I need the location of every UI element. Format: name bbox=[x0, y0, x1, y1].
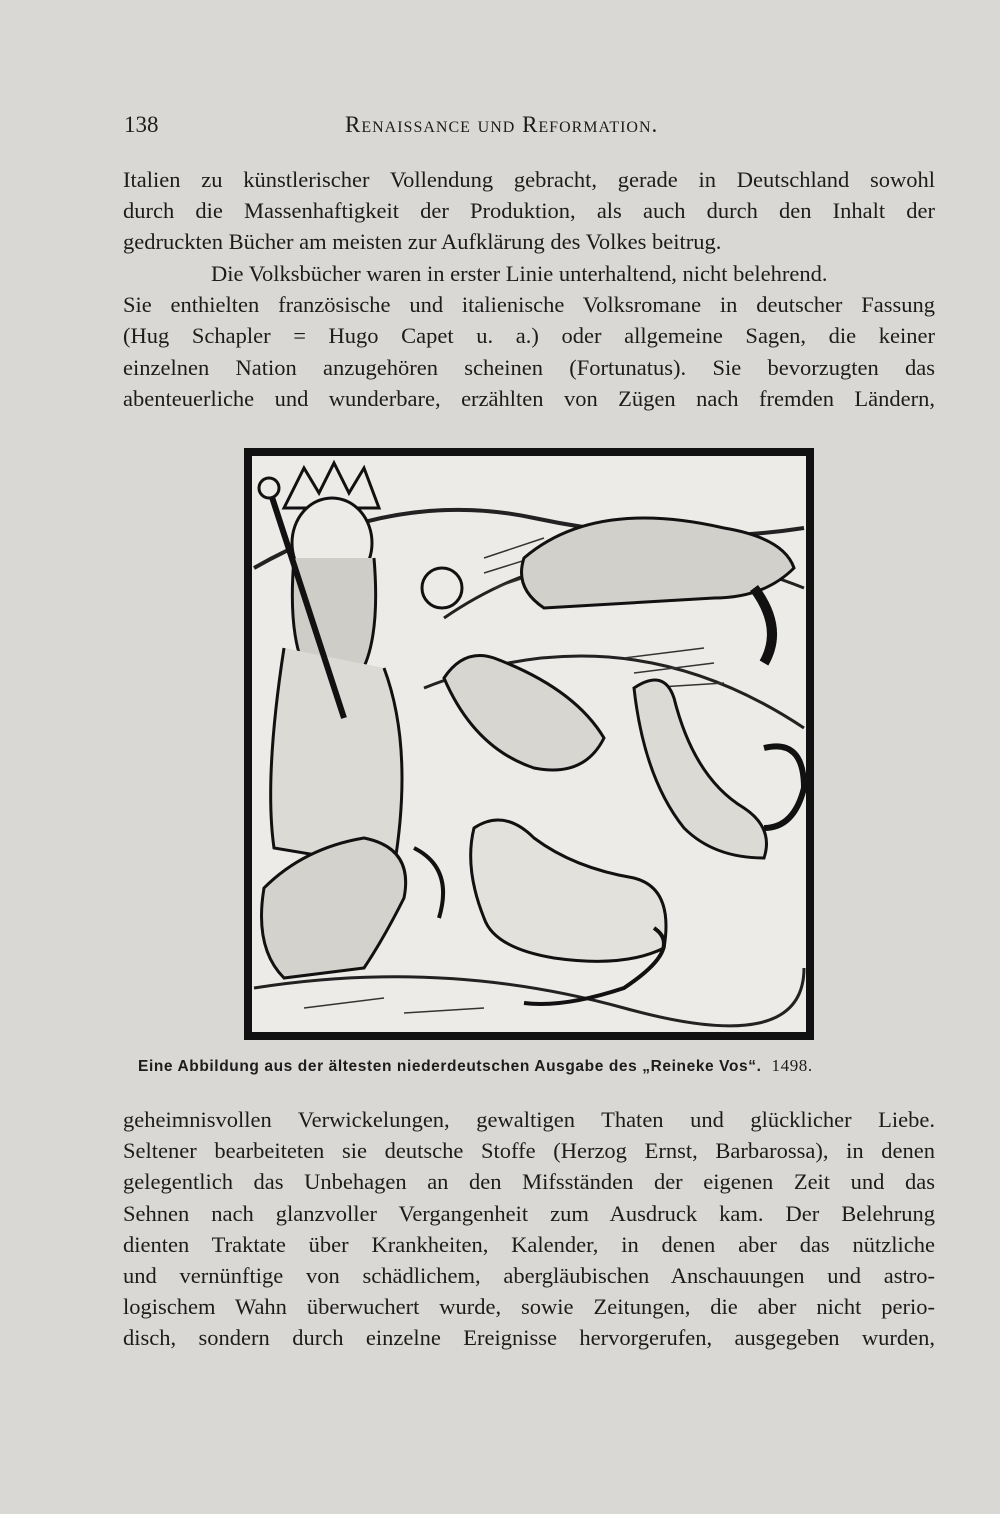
text-line: dienten Traktate über Krankheiten, Kalender, in denen aber das nützliche bbox=[123, 1231, 935, 1257]
text-line: durch die Massenhaftigkeit der Produktion, als auch durch den Inhalt der bbox=[123, 198, 935, 224]
text-line: Die Volksbücher waren in erster Linie unterhaltend, nicht belehrend. bbox=[211, 261, 828, 286]
text-line: gelegentlich das Unbehagen an den Mifsständen der eigenen Zeit und das bbox=[123, 1169, 935, 1195]
text-line: geheimnisvollen Verwickelungen, gewaltigen Thaten und glücklicher Liebe. bbox=[123, 1107, 935, 1132]
paragraph-2 bbox=[123, 258, 935, 414]
figure-caption bbox=[138, 1056, 918, 1076]
caption-text: Eine Abbildung aus der ältesten niederdeutschen Ausgabe des „Reineke Vos“. bbox=[138, 1058, 762, 1075]
text-line: abenteuerliche und wunderbare, erzählten von Zügen nach fremden Ländern, bbox=[123, 385, 935, 411]
page-number: 138 bbox=[124, 112, 159, 137]
text-line: einzelnen Nation anzugehören scheinen (Fortunatus). Sie bevorzugten das bbox=[123, 354, 935, 380]
text-line: Sehnen nach glanzvoller Vergangenheit zum Ausdruck kam. Der Belehrung bbox=[123, 1200, 935, 1226]
text-line: (Hug Schapler = Hugo Capet u. a.) oder allgemeine Sagen, die keiner bbox=[123, 323, 935, 349]
paragraph-1 bbox=[123, 164, 935, 258]
caption-year: 1498. bbox=[771, 1056, 813, 1075]
woodcut-illustration bbox=[244, 448, 814, 1040]
text-line: Italien zu künstlerischer Vollendung gebracht, gerade in Deutschland sowohl bbox=[123, 167, 935, 192]
text-line: disch, sondern durch einzelne Ereignisse hervorgerufen, ausgegeben wurden, bbox=[123, 1325, 935, 1351]
text-line: Sie enthielten französische und italienische Volksromane in deutscher Fassung bbox=[123, 292, 935, 318]
text-line: Seltener bearbeiteten sie deutsche Stoffe (Herzog Ernst, Barbarossa), in denen bbox=[123, 1138, 935, 1164]
text-line: gedruckten Bücher am meisten zur Aufklärung des Volkes beitrug. bbox=[123, 229, 722, 255]
text-line: und vernünftige von schädlichem, abergläubischen Anschauungen und astro- bbox=[123, 1263, 935, 1289]
text-line: logischem Wahn überwuchert wurde, sowie Zeitungen, die aber nicht perio- bbox=[123, 1294, 935, 1320]
running-head: Renaissance und Reformation. bbox=[345, 112, 659, 137]
paragraph-3 bbox=[123, 1104, 935, 1354]
